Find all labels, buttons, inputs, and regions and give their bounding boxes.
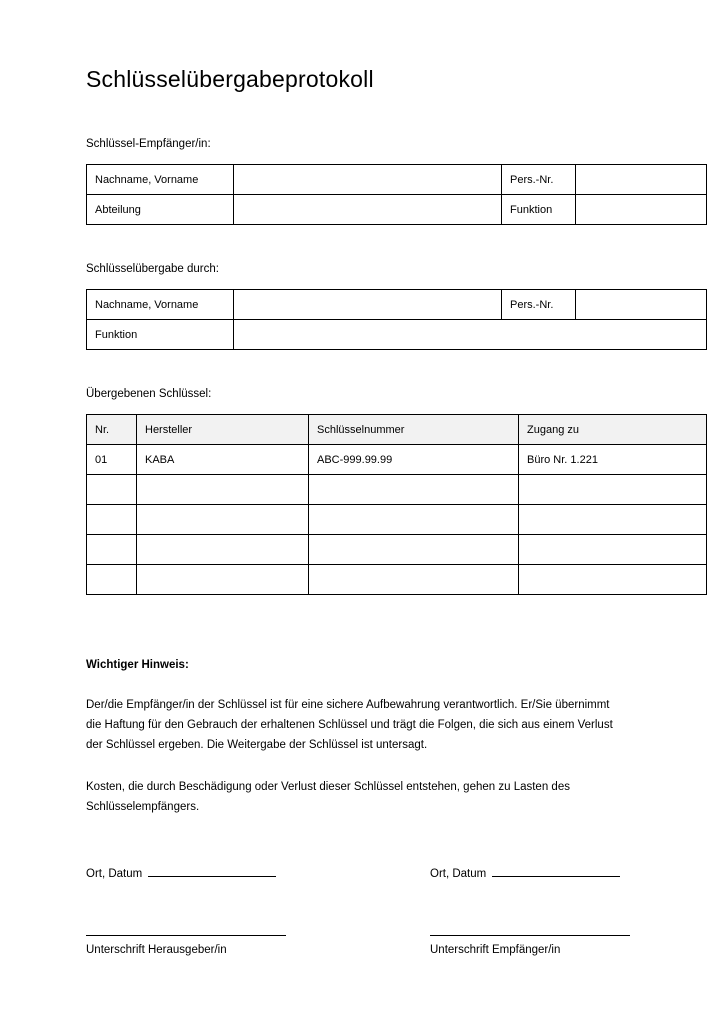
spacer	[86, 152, 638, 164]
cell-nr[interactable]	[87, 565, 137, 595]
cell-input-nachname[interactable]	[234, 165, 502, 195]
cell-hersteller[interactable]: KABA	[137, 445, 309, 475]
handover-by-table	[86, 289, 707, 350]
signature-block	[86, 865, 638, 975]
cell-schluesselnummer[interactable]: ABC-999.99.99	[309, 445, 519, 475]
cell-hersteller[interactable]	[137, 475, 309, 505]
spacer	[86, 277, 638, 289]
place-date-row	[86, 865, 638, 887]
cell-input-persnr[interactable]	[576, 165, 707, 195]
cell-schluesselnummer[interactable]	[309, 475, 519, 505]
table-row	[87, 290, 707, 320]
signature-lines	[86, 935, 638, 975]
document-content	[86, 64, 638, 975]
recipient-table	[86, 164, 707, 225]
cell-nr[interactable]: 01	[87, 445, 137, 475]
table-row	[87, 535, 707, 565]
cell-hersteller[interactable]	[137, 535, 309, 565]
notice-block	[86, 657, 638, 817]
cell-label-persnr: Pers.-Nr.	[502, 165, 576, 195]
section-label-keys: Übergebenen Schlüssel:	[86, 388, 212, 400]
cell-nr[interactable]	[87, 535, 137, 565]
cell-zugang-zu[interactable]	[519, 565, 707, 595]
section-label-handover-by: Schlüsselübergabe durch:	[86, 263, 219, 275]
table-row	[87, 195, 707, 225]
cell-label-funktion: Funktion	[87, 320, 234, 350]
section-label-recipient: Schlüssel-Empfänger/in:	[86, 138, 211, 150]
cell-zugang-zu[interactable]	[519, 535, 707, 565]
cell-label-persnr: Pers.-Nr.	[502, 290, 576, 320]
col-header-zugang-zu: Zugang zu	[519, 415, 707, 445]
cell-input-nachname[interactable]	[234, 290, 502, 320]
place-date-right	[430, 865, 620, 882]
table-row	[87, 320, 707, 350]
cell-zugang-zu[interactable]: Büro Nr. 1.221	[519, 445, 707, 475]
cell-input-funktion[interactable]	[234, 320, 707, 350]
cell-schluesselnummer[interactable]	[309, 565, 519, 595]
notice-heading: Wichtiger Hinweis:	[86, 659, 189, 671]
keys-table	[86, 414, 707, 595]
place-date-left-label: Ort, Datum	[86, 868, 143, 880]
cell-zugang-zu[interactable]	[519, 475, 707, 505]
signature-line-right[interactable]	[430, 935, 630, 936]
cell-hersteller[interactable]	[137, 505, 309, 535]
table-row	[87, 445, 707, 475]
cell-label-abteilung: Abteilung	[87, 195, 234, 225]
cell-hersteller[interactable]	[137, 565, 309, 595]
col-header-schluesselnummer: Schlüsselnummer	[309, 415, 519, 445]
cell-label-funktion: Funktion	[502, 195, 576, 225]
table-header-row	[87, 415, 707, 445]
spacer	[86, 94, 638, 136]
col-header-nr: Nr.	[87, 415, 137, 445]
page-title: Schlüsselübergabeprotokoll	[86, 66, 374, 92]
cell-schluesselnummer[interactable]	[309, 505, 519, 535]
place-date-left	[86, 865, 276, 882]
signature-caption-recipient: Unterschrift Empfänger/in	[430, 944, 561, 956]
table-row	[87, 475, 707, 505]
table-row	[87, 565, 707, 595]
signature-caption-issuer: Unterschrift Herausgeber/in	[86, 944, 227, 956]
spacer	[86, 402, 638, 414]
spacer	[86, 225, 638, 261]
cell-input-funktion[interactable]	[576, 195, 707, 225]
cell-zugang-zu[interactable]	[519, 505, 707, 535]
cell-input-abteilung[interactable]	[234, 195, 502, 225]
cell-label-nachname: Nachname, Vorname	[87, 290, 234, 320]
place-date-right-line[interactable]	[492, 865, 620, 877]
notice-paragraph-2: Kosten, die durch Beschädigung oder Verlust dieser Schlüssel entstehen, gehen zu Lasten des Schlüsselempfängers.	[86, 781, 570, 813]
place-date-left-line[interactable]	[148, 865, 276, 877]
spacer	[86, 350, 638, 386]
table-row	[87, 505, 707, 535]
cell-schluesselnummer[interactable]	[309, 535, 519, 565]
col-header-hersteller: Hersteller	[137, 415, 309, 445]
cell-nr[interactable]	[87, 475, 137, 505]
cell-label-nachname: Nachname, Vorname	[87, 165, 234, 195]
cell-input-persnr[interactable]	[576, 290, 707, 320]
notice-paragraph-1: Der/die Empfänger/in der Schlüssel ist für eine sichere Aufbewahrung verantwortlich. Er/Sie übernimmt die Haftung für den Gebrauch der erhaltenen Schlüssel und trägt die Folgen, die sich aus einem Verlust der Schlüssel ergeben. Die Weitergabe der Schlüssel ist untersagt.	[86, 699, 613, 751]
cell-nr[interactable]	[87, 505, 137, 535]
place-date-right-label: Ort, Datum	[430, 868, 487, 880]
table-row	[87, 165, 707, 195]
signature-line-left[interactable]	[86, 935, 286, 936]
